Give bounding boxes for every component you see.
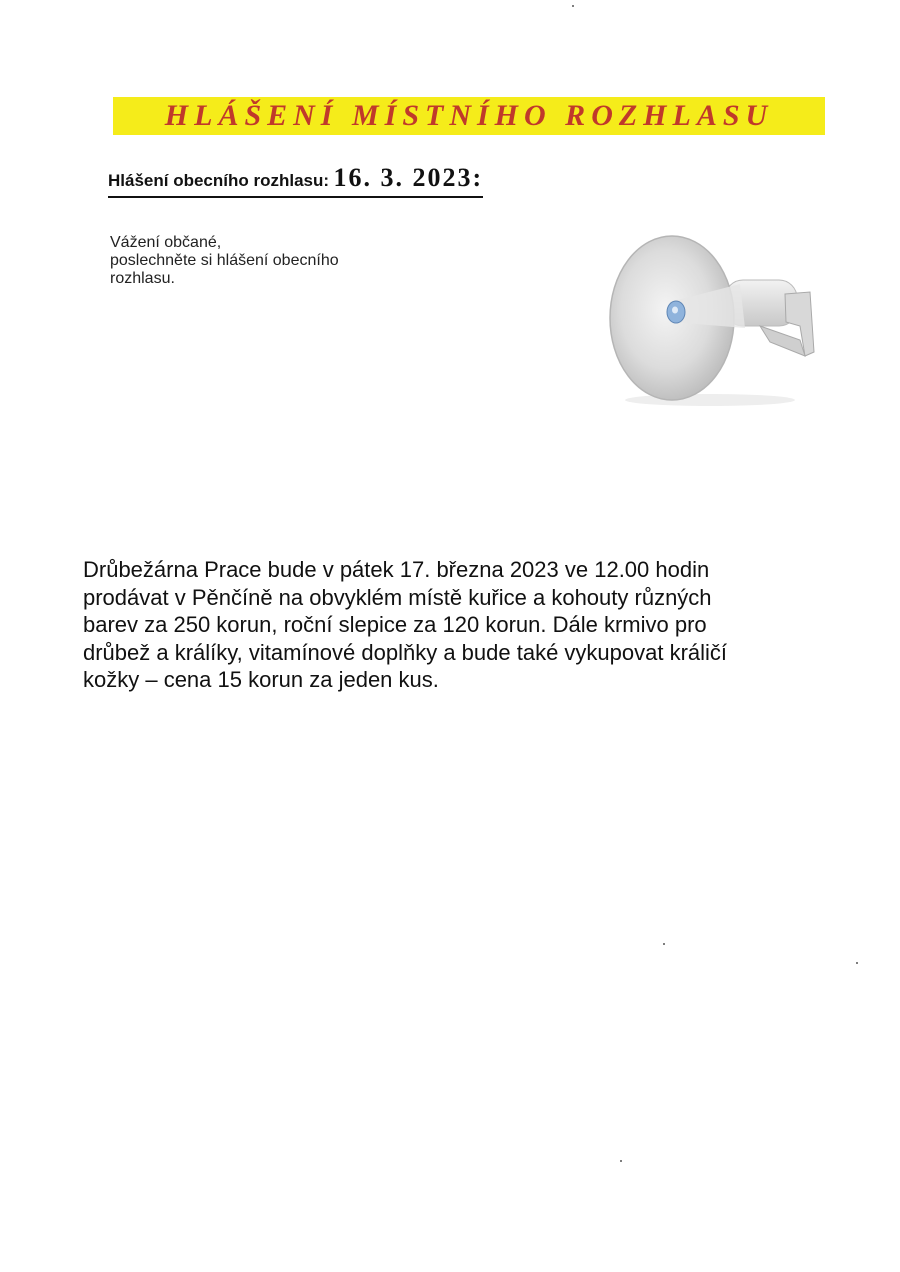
page-title: HLÁŠENÍ MÍSTNÍHO ROZHLASU <box>164 99 774 132</box>
announcement-body <box>83 556 823 694</box>
title-banner <box>113 97 825 135</box>
scan-speck <box>663 943 665 945</box>
greeting-line: rozhlasu. <box>110 270 175 287</box>
announcement-date: 16. 3. 2023: <box>333 163 484 192</box>
announcement-line: barev za 250 korun, roční slepice za 120 korun. Dále krmivo pro <box>83 612 707 637</box>
announcement-line: Drůbežárna Prace bude v pátek 17. března 2023 ve 12.00 hodin <box>83 557 710 582</box>
announcement-line: drůbež a králíky, vitamínové doplňky a bude také vykupovat králičí <box>83 639 728 665</box>
scan-speck <box>856 962 858 964</box>
greeting-line: Vážení občané, <box>110 234 222 251</box>
loudspeaker-horn-icon <box>600 222 820 412</box>
scan-speck <box>620 1160 622 1162</box>
subtitle-label: Hlášení obecního rozhlasu: <box>108 171 330 190</box>
greeting <box>110 234 410 288</box>
greeting-line: poslechněte si hlášení obecního <box>110 252 339 269</box>
scan-speck <box>572 5 574 7</box>
announcement-subtitle <box>108 164 483 198</box>
announcement-line: prodávat v Pěnčíně na obvyklém místě kuřice a kohouty různých <box>83 584 712 610</box>
announcement-line: kožky – cena 15 korun za jeden kus. <box>83 667 439 692</box>
